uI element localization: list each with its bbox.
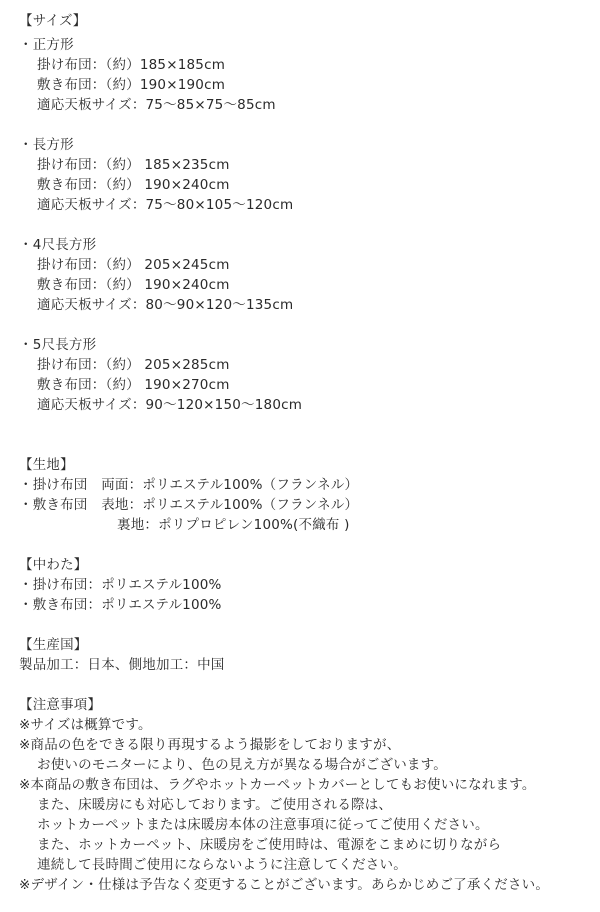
filling-line: ・敷き布団：ポリエステル100% [19, 597, 222, 613]
size-group-4shaku-name: ・4尺長方形 [19, 237, 97, 253]
size-line: 掛け布団：（約） 185×235cm [37, 157, 230, 173]
note-line: ※商品の色をできる限り再現するよう撮影をしておりますが、 [19, 737, 401, 753]
origin-line: 製品加工：日本、側地加工：中国 [19, 657, 225, 673]
size-line: 適応天板サイズ：75〜80×105〜120cm [37, 197, 294, 213]
size-group-rect-name: ・長方形 [19, 137, 74, 153]
note-line: また、床暖房にも対応しております。ご使用される際は、 [37, 797, 393, 813]
size-line: 敷き布団：（約） 190×270cm [37, 377, 230, 393]
size-line: 適応天板サイズ：75〜85×75〜85cm [37, 97, 276, 113]
fabric-line: 裏地：ポリプロピレン100%(不織布 ) [117, 517, 350, 533]
note-line: ホットカーペットまたは床暖房本体の注意事項に従ってご使用ください。 [37, 817, 489, 833]
fabric-heading: 【生地】 [19, 457, 74, 473]
note-line: お使いのモニターにより、色の見え方が異なる場合がございます。 [37, 757, 447, 773]
note-line: ※サイズは概算です。 [19, 717, 152, 733]
size-line: 掛け布団：（約）185×185cm [37, 57, 226, 73]
size-group-5shaku-name: ・5尺長方形 [19, 337, 97, 353]
size-line: 敷き布団：（約） 190×240cm [37, 277, 230, 293]
size-line: 掛け布団：（約） 205×245cm [37, 257, 230, 273]
note-line: ※本商品の敷き布団は、ラグやホットカーペットカバーとしてもお使いになれます。 [19, 777, 536, 793]
size-line: 敷き布団：（約）190×190cm [37, 77, 226, 93]
note-line: 連続して長時間ご使用にならないように注意してください。 [37, 857, 407, 873]
size-line: 敷き布団：（約） 190×240cm [37, 177, 230, 193]
size-line: 適応天板サイズ：90〜120×150〜180cm [37, 397, 303, 413]
size-heading: 【サイズ】 [19, 13, 87, 29]
fabric-line: ・敷き布団 表地：ポリエステル100%（フランネル） [19, 497, 359, 513]
filling-line: ・掛け布団：ポリエステル100% [19, 577, 222, 593]
size-line: 掛け布団：（約） 205×285cm [37, 357, 230, 373]
origin-heading: 【生産国】 [19, 637, 88, 653]
size-group-square-name: ・正方形 [19, 37, 74, 53]
filling-heading: 【中わた】 [19, 557, 88, 573]
notes-heading: 【注意事項】 [19, 697, 102, 713]
note-line: ※デザイン・仕様は予告なく変更することがございます。あらかじめご了承ください。 [19, 877, 550, 893]
note-line: また、ホットカーペット、床暖房をご使用時は、電源をこまめに切りながら [37, 837, 502, 853]
size-line: 適応天板サイズ：80〜90×120〜135cm [37, 297, 294, 313]
fabric-line: ・掛け布団 両面：ポリエステル100%（フランネル） [19, 477, 359, 493]
